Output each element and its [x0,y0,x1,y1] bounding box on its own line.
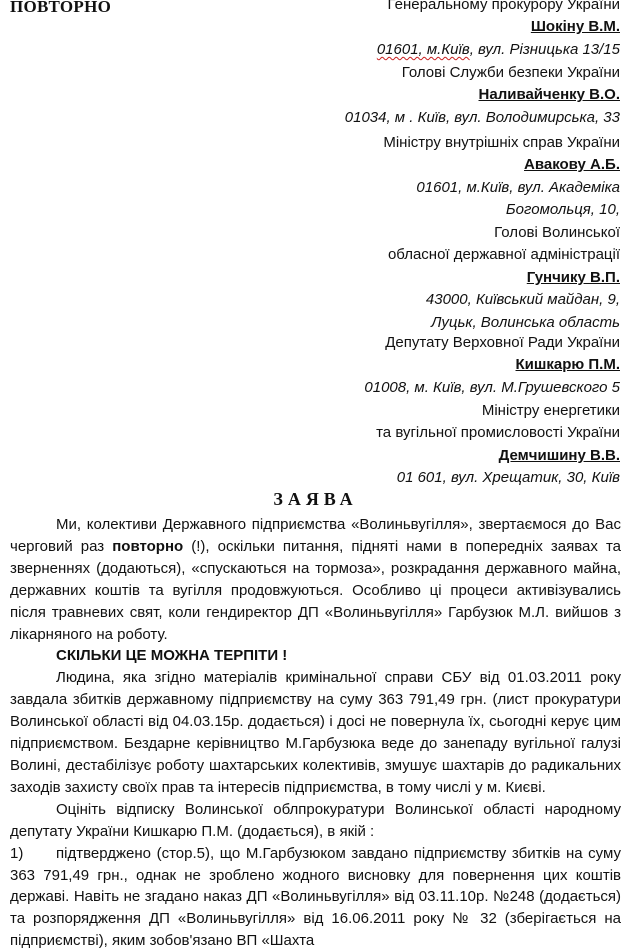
addressee-name: Авакову А.Б. [524,156,620,174]
addressee-interior-minister [383,132,620,222]
list-item-text: підтверджено (стор.5), що М.Гарбузюком завдано підприємству збитків на суму 363 791,49 грн., однак не зроблено жодного висновку для повернення цих коштів державі. Навіть не згадано наказ ДП «Волиньвугілля» від 03.11.10р. №248 (додається) та розпорядження ДП «Волиньвугілля» від 16.06.2011 року № 32 (зберігається на підприємстві), яким зобов'язано ВП «Шахта [10,844,621,950]
addressee-sbu-head [345,62,620,129]
addressee-name: Шокіну В.М. [530,18,620,36]
addressee-address: 01 601, вул. Хрещатик, 30, Київ [396,469,620,487]
document-body [10,514,621,952]
list-item-number: 1) [10,844,24,862]
addressee-address: 43000, Київський майдан, 9, [425,291,620,309]
paragraph-intro [10,514,621,645]
emphasis-repeat: повторно [112,537,184,555]
addressee-verkhovna-rada-deputy [364,332,620,399]
repeat-mark: ПОВТОРНО [10,0,112,16]
addressee-name: Наливайченку В.О. [478,86,620,104]
addressee-address: 01034, м . Київ, вул. Володимирська, 33 [344,108,620,126]
paragraph-prosecutor-reply: Оцініть відписку Волинської облпрокуратури Волинської області народному депутату України Кишкарю П.М. (додається), в якій : [10,800,621,840]
addressee-energy-minister [376,400,620,490]
addressee-prosecutor-general [377,0,620,61]
addressee-name: Кишкарю П.М. [515,356,620,374]
paragraph-text: (!), оскільки питання, підняті нами в попередніх заявах та зверненнях (додаються), «спускаються на тормоза», розкрадання державного майна, державних коштів та вугілля продовжуються. Особливо ці процеси активізувались після травневих свят, коли гендиректор ДП «Волиньвугілля» Гарбузюк М.Л. вийшов з лікарняного на роботу. [10,537,621,643]
addressee-address: 01008, м. Київ, вул. М.Грушевского 5 [364,378,620,396]
addressee-position: Міністру внутрішніх справ України [383,134,620,151]
addressee-position: Генеральному прокурору України [387,0,620,13]
addressee-position: обласної державної адміністрації [387,246,620,264]
addressee-name: Гунчику В.П. [526,268,620,286]
paragraph-text: Ми, колективи Державного підприємства «Волиньвугілля», звертаємося до Вас черговий раз [10,516,621,555]
addressee-position: Голові Служби безпеки України [401,64,620,81]
document-title: ЗАЯВА [273,489,358,509]
list-item-1 [10,843,621,952]
section-heading: СКІЛЬКИ ЦЕ МОЖНА ТЕРПІТИ ! [56,647,288,665]
paragraph-damages: Людина, яка згідно матеріалів кримінальної справи СБУ від 01.03.2011 року завдала збитків державному підприємству на суму 363 791,49 грн. (лист прокуратури Волинської області від 04.03.15р. додається) і досі не повернула їх, сьогодні керує цим підприємством. Бездарне керівництво М.Гарбузюка веде до занепаду вугільної галузі Волині, дестабілізує роботу шахтарських колективів, змушує шахтарів до радикальних заходів захисту своїх прав та інтересів підприємства, в тому числі у м. Києві. [10,669,621,796]
addressee-position: Міністру енергетики [481,402,620,419]
addressee-position: та вугільної промисловості України [376,424,620,442]
addressee-address: 01601, м.Київ, вул. Академіка [416,178,620,196]
addressee-address: 01601, м.Київ, вул. Різницька 13/15 [376,40,620,58]
addressee-address: Луцьк, Волинська область [431,313,620,331]
addressee-name: Демчишину В.В. [498,446,620,464]
addressee-position: Депутату Верховної Ради України [385,334,620,351]
addressee-volyn-administration [388,222,620,334]
addressee-address: Богомольця, 10, [505,201,620,219]
addressee-position: Голові Волинської [494,224,620,241]
